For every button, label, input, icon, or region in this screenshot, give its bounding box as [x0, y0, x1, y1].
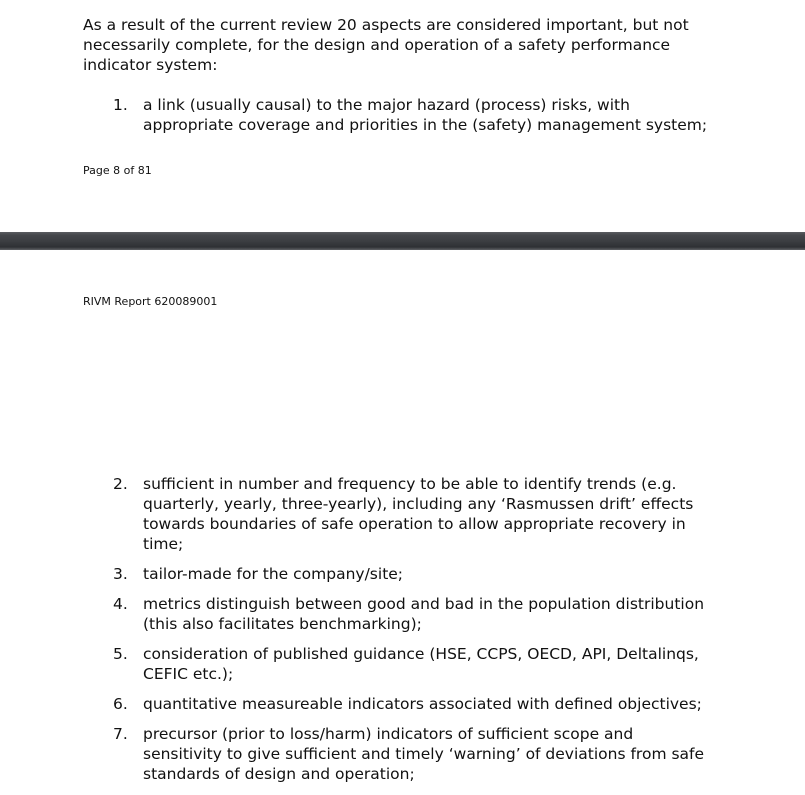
list-item-1	[113, 95, 713, 135]
list-item-number: 4.	[113, 595, 128, 613]
list-item-6	[113, 694, 713, 714]
intro-paragraph: As a result of the current review 20 aspects are considered important, but not necessarily complete, for the design and operation of a safety performance indicator system:	[83, 16, 689, 74]
list-item-number: 7.	[113, 725, 128, 743]
page-number-footer: Page 8 of 81	[83, 164, 152, 177]
list-item-4	[113, 594, 713, 634]
list-item-2	[113, 474, 713, 554]
list-item-text: a link (usually causal) to the major hazard (process) risks, with appropriate coverage and priorities in the (safety) management system;	[143, 96, 708, 134]
list-item-text: precursor (prior to loss/harm) indicators of sufficient scope and sensitivity to give sufficient and timely ‘warning’ of deviations from safe standards of design and operation;	[143, 725, 705, 783]
list-item-number: 3.	[113, 565, 128, 583]
page-separator	[0, 232, 805, 250]
list-item-text: consideration of published guidance (HSE, CCPS, OECD, API, Deltalinqs, CEFIC etc.);	[143, 645, 699, 683]
list-item-number: 5.	[113, 645, 128, 663]
list-item-5	[113, 644, 713, 684]
report-header: RIVM Report 620089001	[83, 295, 218, 308]
list-item-text: quantitative measureable indicators associated with defined objectives;	[143, 695, 702, 713]
list-item-text: tailor-made for the company/site;	[143, 565, 404, 583]
list-item-text: sufficient in number and frequency to be able to identify trends (e.g. quarterly, yearly, three-yearly), including any ‘Rasmussen drift’ effects towards boundaries of safe operation to allow appropriate recovery in time;	[143, 475, 694, 553]
list-item-7	[113, 724, 713, 784]
document-page-top	[0, 0, 805, 232]
list-item-number: 6.	[113, 695, 128, 713]
list-item-number: 1.	[113, 96, 128, 114]
document-page-bottom	[0, 250, 805, 795]
list-item-text: metrics distinguish between good and bad in the population distribution (this also facilitates benchmarking);	[143, 595, 705, 633]
list-item-number: 2.	[113, 475, 128, 493]
list-item-3	[113, 564, 713, 584]
